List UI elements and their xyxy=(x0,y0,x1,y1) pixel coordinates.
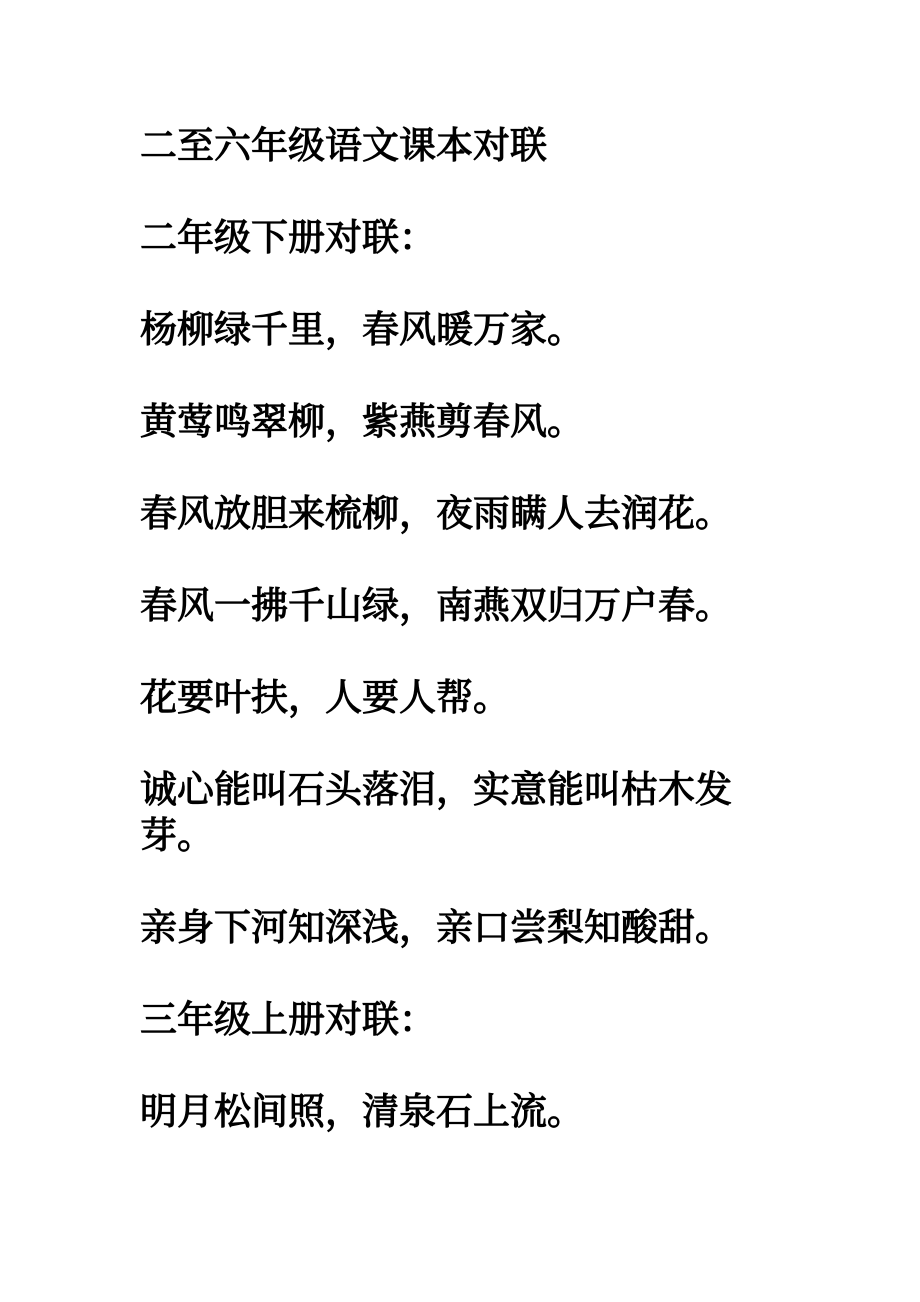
section-heading-grade2: 二年级下册对联： xyxy=(140,216,436,259)
couplet-line-continuation: 芽。 xyxy=(140,814,214,857)
couplet-line: 春风一拂千山绿，南燕双归万户春。 xyxy=(140,584,732,627)
document-title: 二至六年级语文课本对联 xyxy=(140,124,547,167)
section-heading-grade3: 三年级上册对联： xyxy=(140,998,436,1041)
couplet-line: 亲身下河知深浅，亲口尝梨知酸甜。 xyxy=(140,906,732,949)
couplet-line: 黄莺鸣翠柳，紫燕剪春风。 xyxy=(140,400,584,443)
couplet-line: 诚心能叫石头落泪，实意能叫枯木发 xyxy=(140,768,732,811)
couplet-line: 杨柳绿千里，春风暖万家。 xyxy=(140,308,584,351)
couplet-line: 花要叶扶，人要人帮。 xyxy=(140,676,510,719)
couplet-line: 明月松间照，清泉石上流。 xyxy=(140,1090,584,1133)
couplet-line: 春风放胆来梳柳，夜雨瞒人去润花。 xyxy=(140,492,732,535)
document-body xyxy=(140,123,800,1181)
